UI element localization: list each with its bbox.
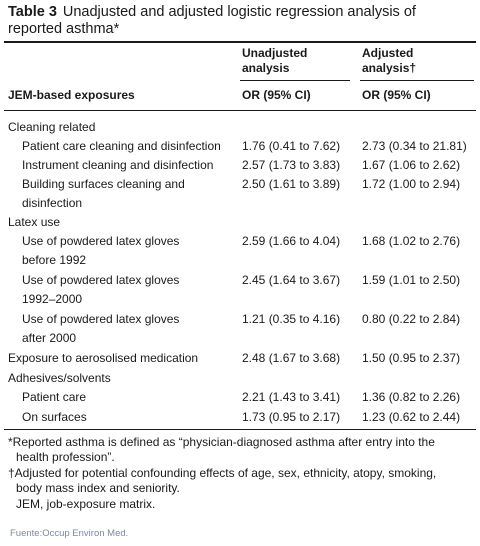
table-title-line-1 bbox=[8, 4, 474, 21]
row-label: Use of powdered latex gloves bbox=[22, 234, 180, 248]
cell-unadjusted: 2.48 (1.67 to 3.68) bbox=[242, 351, 341, 365]
footnote-line: †Adjusted for potential confounding effects of age, sex, ethnicity, atopy, smoking, bbox=[8, 466, 437, 480]
row-label-continued: 1992–2000 bbox=[22, 292, 83, 306]
cell-unadjusted: 2.57 (1.73 to 3.83) bbox=[242, 158, 341, 172]
row-label: Building surfaces cleaning and bbox=[22, 177, 185, 191]
row-label: Patient care cleaning and disinfection bbox=[22, 139, 221, 153]
row-label: Use of powdered latex gloves bbox=[22, 273, 180, 287]
table-number: Table 3 bbox=[8, 4, 57, 20]
table-title-text: Unadjusted and adjusted logistic regression analysis of bbox=[62, 4, 416, 20]
cell-unadjusted: 2.21 (1.43 to 3.41) bbox=[242, 390, 341, 404]
col-header-unadjusted-line-2: analysis bbox=[242, 61, 290, 75]
footnote-adjustment bbox=[8, 466, 474, 495]
col-header-adjusted-line-2: analysis† bbox=[362, 61, 417, 75]
header-rule-adjusted bbox=[360, 80, 474, 81]
cell-unadjusted: 1.21 (0.35 to 4.16) bbox=[242, 312, 341, 326]
stat-header-unadjusted: OR (95% CI) bbox=[242, 88, 311, 102]
cell-adjusted: 1.72 (1.00 to 2.94) bbox=[362, 177, 461, 191]
cell-adjusted: 1.68 (1.02 to 2.76) bbox=[362, 234, 461, 248]
cell-adjusted: 1.36 (0.82 to 2.26) bbox=[362, 390, 461, 404]
source-credit: Fuente:Occup Environ Med. bbox=[10, 528, 129, 539]
row-label-continued: after 2000 bbox=[22, 331, 77, 345]
row-label: Use of powdered latex gloves bbox=[22, 312, 180, 326]
footnote-asthma-definition bbox=[8, 435, 474, 464]
cell-adjusted: 0.80 (0.22 to 2.84) bbox=[362, 312, 461, 326]
cell-unadjusted: 2.45 (1.64 to 3.67) bbox=[242, 273, 341, 287]
table-title-line-2: reported asthma* bbox=[8, 21, 120, 37]
row-header: JEM-based exposures bbox=[8, 88, 135, 102]
header-bottom-rule bbox=[4, 110, 476, 111]
table-title bbox=[8, 4, 474, 38]
section-adhesives: Adhesives/solvents bbox=[8, 371, 111, 385]
stat-header-adjusted: OR (95% CI) bbox=[362, 88, 431, 102]
header-rule-unadjusted bbox=[240, 80, 350, 81]
row-label: Patient care bbox=[22, 390, 87, 404]
cell-unadjusted: 2.59 (1.66 to 4.04) bbox=[242, 234, 341, 248]
row-label-aerosol: Exposure to aerosolised medication bbox=[8, 351, 199, 365]
row-label: Instrument cleaning and disinfection bbox=[22, 158, 214, 172]
cell-adjusted: 2.73 (0.34 to 21.81) bbox=[362, 139, 467, 153]
cell-unadjusted: 1.73 (0.95 to 2.17) bbox=[242, 410, 341, 424]
footnote-jem: JEM, job-exposure matrix. bbox=[16, 497, 156, 511]
section-latex: Latex use bbox=[8, 215, 61, 229]
footnote-line: health profession”. bbox=[16, 449, 115, 464]
row-label-continued: disinfection bbox=[22, 196, 83, 210]
row-label: On surfaces bbox=[22, 410, 87, 424]
col-header-adjusted-line-1: Adjusted bbox=[362, 46, 414, 60]
cell-adjusted: 1.67 (1.06 to 2.62) bbox=[362, 158, 461, 172]
cell-adjusted: 1.50 (0.95 to 2.37) bbox=[362, 351, 461, 365]
footnote-line: *Reported asthma is defined as “physician-diagnosed asthma after entry into the bbox=[8, 435, 435, 449]
section-cleaning: Cleaning related bbox=[8, 120, 96, 134]
footnote-line: body mass index and seniority. bbox=[16, 480, 180, 495]
cell-adjusted: 1.59 (1.01 to 2.50) bbox=[362, 273, 461, 287]
cell-unadjusted: 2.50 (1.61 to 3.89) bbox=[242, 177, 341, 191]
cell-adjusted: 1.23 (0.62 to 2.44) bbox=[362, 410, 461, 424]
top-rule bbox=[4, 41, 476, 43]
table-bottom-rule bbox=[4, 429, 476, 430]
row-label-continued: before 1992 bbox=[22, 253, 87, 267]
col-header-unadjusted-line-1: Unadjusted bbox=[242, 46, 308, 60]
cell-unadjusted: 1.76 (0.41 to 7.62) bbox=[242, 139, 341, 153]
